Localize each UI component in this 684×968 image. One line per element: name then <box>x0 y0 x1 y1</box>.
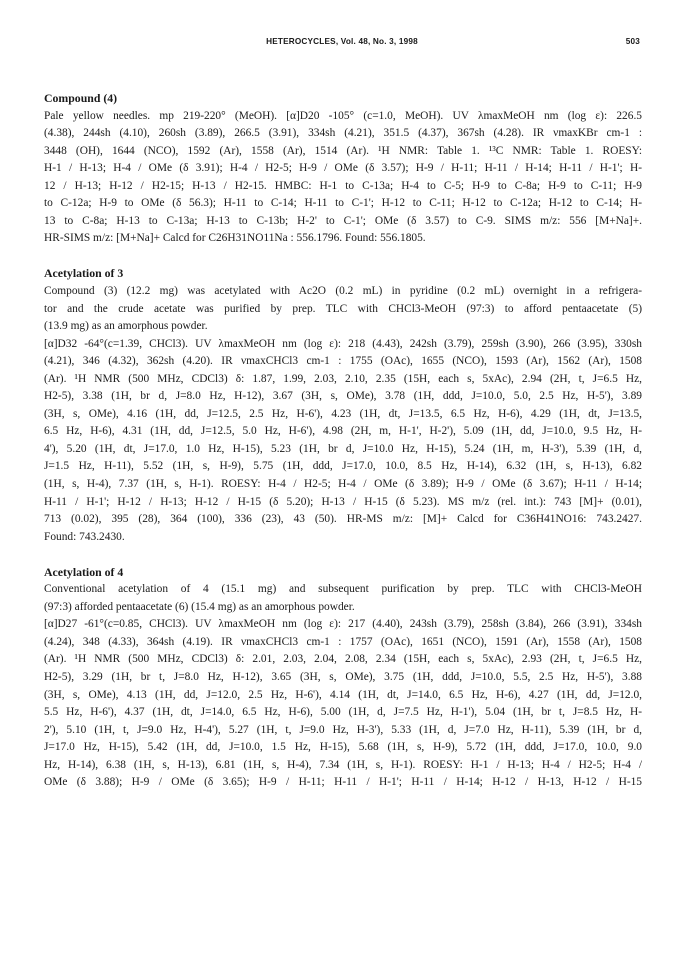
journal-citation: HETEROCYCLES, Vol. 48, No. 3, 1998 <box>266 37 418 46</box>
section-compound-4 <box>44 90 642 248</box>
text-line: H2-5), 3.29 (1H, br t, J=8.0 Hz, H-12), 3.65 (3H, s, OMe), 3.75 (1H, ddd, J=10.0, 5.5, 2.5 Hz, H-5'), 3.88 <box>44 670 642 683</box>
text-line: Conventional acetylation of 4 (15.1 mg) and subsequent purification by prep. TLC with CHCl3-MeOH <box>44 583 642 596</box>
text-line: H2-5), 3.38 (1H, br d, J=8.0 Hz, H-12), 3.67 (3H, s, OMe), 3.78 (1H, ddd, J=10.0, 5.0, 2.5 Hz, H-5'), 3.89 <box>44 390 642 403</box>
text-line: OMe (δ 3.88); H-9 / OMe (δ 3.65); H-9 / H-11; H-11 / H-1'; H-11 / H-14; H-12 / H-13, H-12 / H-15 <box>44 776 642 789</box>
text-line: H-11 / H-1'; H-12 / H-13; H-12 / H-15 (δ 5.20); H-13 / H-15 (δ 5.23). MS m/z (rel. int.): 743 [M]+ (0.01), <box>44 495 642 508</box>
text-line: 13 to C-8a; H-13 to C-13a; H-13 to C-13b; H-2' to C-1'; OMe (δ 3.57) to C-9. SIMS m/z: 556 [M+Na]+. <box>44 214 642 227</box>
text-line: (Ar). ¹H NMR (500 MHz, CDCl3) δ: 1.87, 1.99, 2.03, 2.10, 2.35 (15H, each s, 5xAc), 2.94 (2H, t, J=6.5 Hz, <box>44 372 642 385</box>
running-head <box>44 37 640 51</box>
text-line: Hz, H-14), 6.38 (1H, s, H-13), 6.81 (1H, s, H-4), 7.34 (1H, s, H-1). ROESY: H-1 / H-13; H-4 / H2-5; H-4 / <box>44 758 642 771</box>
section-heading: Compound (4) <box>44 91 118 105</box>
text-line: [α]D27 -61°(c=0.85, CHCl3). UV λmaxMeOH nm (log ε): 217 (4.40), 243sh (3.79), 258sh (3.84), 266 (3.91), 334sh <box>44 618 642 631</box>
text-line: (3H, s, OMe), 4.13 (1H, dd, J=12.0, 2.5 Hz, H-6'), 4.14 (1H, dt, J=14.0, 6.5 Hz, H-6), 4.27 (1H, dd, J=12.0, <box>44 688 642 701</box>
section-heading: Acetylation of 4 <box>44 564 124 579</box>
section-acetylation-3 <box>44 265 642 546</box>
text-line: (4.38), 244sh (4.10), 260sh (3.89), 266.5 (3.91), 334sh (4.21), 351.5 (4.37), 367sh (4.28). IR νmaxKBr cm-1 : <box>44 127 642 140</box>
text-line: (97:3) afforded pentaacetate (6) (15.4 mg) as an amorphous powder. <box>44 600 355 613</box>
article-body <box>44 90 642 792</box>
text-line: (4.24), 348 (4.33), 364sh (4.19). IR νmaxCHCl3 cm-1 : 1757 (OAc), 1651 (NCO), 1591 (Ar), 1558 (Ar), 1508 <box>44 635 642 648</box>
page-number: 503 <box>625 37 640 46</box>
text-line: Found: 743.2430. <box>44 530 125 543</box>
text-line: (1H, s, H-4), 7.37 (1H, s, H-1). ROESY: H-4 / H2-5; H-4 / OMe (δ 3.89); H-9 / OMe (δ 3.67); H-11 / H-14; <box>44 477 642 490</box>
text-line: Pale yellow needles. mp 219-220° (MeOH). [α]D20 -105° (c=1.0, MeOH). UV λmaxMeOH nm (log ε): 226.5 <box>44 109 642 122</box>
text-line: 4'), 5.20 (1H, dt, J=17.0, 1.0 Hz, H-15), 5.23 (1H, br d, J=10.0 Hz, H-15), 5.24 (1H, m, H-3'), 5.39 (1H, d, <box>44 442 642 455</box>
text-line: tor and the crude acetate was purified by prep. TLC with CHCl3-MeOH (97:3) to afford pentaacetate (5) <box>44 302 642 315</box>
text-line: 2'), 5.10 (1H, t, J=9.0 Hz, H-4'), 5.27 (1H, t, J=9.0 Hz, H-3'), 5.33 (1H, d, J=7.0 Hz, H-11), 5.39 (1H, br d, <box>44 723 642 736</box>
text-line: 12 / H-13; H-12 / H2-15; H-13 / H2-15. HMBC: H-1 to C-13a; H-4 to C-5; H-9 to C-8a; H-9 to C-11; H-9 <box>44 179 642 192</box>
text-line: J=17.0 Hz, H-15), 5.42 (1H, dd, J=10.0, 1.5 Hz, H-15), 5.68 (1H, s, H-9), 5.72 (1H, ddd, J=17.0, 10.0, 9.0 <box>44 741 642 754</box>
text-line: 3448 (OH), 1644 (NCO), 1592 (Ar), 1558 (Ar), 1514 (Ar). ¹H NMR: Table 1. ¹³C NMR: Table 1. ROESY: <box>44 144 642 157</box>
text-line: (3H, s, OMe), 4.16 (1H, dd, J=12.5, 2.5 Hz, H-6'), 4.23 (1H, dt, J=13.5, 6.5 Hz, H-6), 4.29 (1H, dt, J=13.5, <box>44 407 642 420</box>
section-spacer <box>44 546 642 564</box>
section-acetylation-4 <box>44 564 642 792</box>
text-line: Compound (3) (12.2 mg) was acetylated with Ac2O (0.2 mL) in pyridine (0.2 mL) overnight in a refrigera- <box>44 284 642 297</box>
text-line: [α]D32 -64°(c=1.39, CHCl3). UV λmaxMeOH nm (log ε): 218 (4.43), 242sh (3.79), 259sh (3.90), 266 (3.95), 330sh <box>44 337 642 350</box>
text-line: H-1 / H-13; H-4 / OMe (δ 3.91); H-4 / H2-5; H-9 / OMe (δ 3.57); H-9 / H-11; H-11 / H-14; H-11 / H-1'; H- <box>44 162 642 175</box>
text-line: HR-SIMS m/z: [M+Na]+ Calcd for C26H31NO11Na : 556.1796. Found: 556.1805. <box>44 232 426 245</box>
text-line: 713 (0.02), 395 (28), 364 (100), 336 (23), 43 (50). HR-MS m/z: [M]+ Calcd for C36H41NO16: 743.2427. <box>44 513 642 526</box>
text-line: 5.5 Hz, H-6'), 4.37 (1H, dt, J=14.0, 6.5 Hz, H-6), 5.00 (1H, d, J=7.5 Hz, H-1'), 5.04 (1H, br t, J=8.5 Hz, H- <box>44 706 642 719</box>
section-spacer <box>44 248 642 266</box>
text-line: (Ar). ¹H NMR (500 MHz, CDCl3) δ: 2.01, 2.03, 2.04, 2.08, 2.34 (15H, each s, 5xAc), 2.93 (2H, t, J=6.5 Hz, <box>44 653 642 666</box>
text-line: 6.5 Hz, H-6), 4.31 (1H, dd, J=12.5, 5.0 Hz, H-6'), 4.98 (2H, m, H-1', H-2'), 5.09 (1H, dd, J=10.0, 9.5 Hz, H- <box>44 425 642 438</box>
text-line: (4.21), 346 (4.32), 362sh (4.20). IR νmaxCHCl3 cm-1 : 1755 (OAc), 1655 (NCO), 1593 (Ar), 1562 (Ar), 1508 <box>44 355 642 368</box>
section-heading: Acetylation of 3 <box>44 266 124 281</box>
text-line: J=1.5 Hz, H-11), 5.52 (1H, s, H-9), 5.75 (1H, ddd, J=17.0, 10.0, 8.5 Hz, H-14), 6.32 (1H, s, H-13), 6.82 <box>44 460 642 473</box>
text-line: to C-12a; H-9 to OMe (δ 56.3); H-11 to C-14; H-11 to C-1'; H-12 to C-11; H-12 to C-12a; H-12 to C-14; H- <box>44 197 642 210</box>
text-line: (13.9 mg) as an amorphous powder. <box>44 320 208 333</box>
